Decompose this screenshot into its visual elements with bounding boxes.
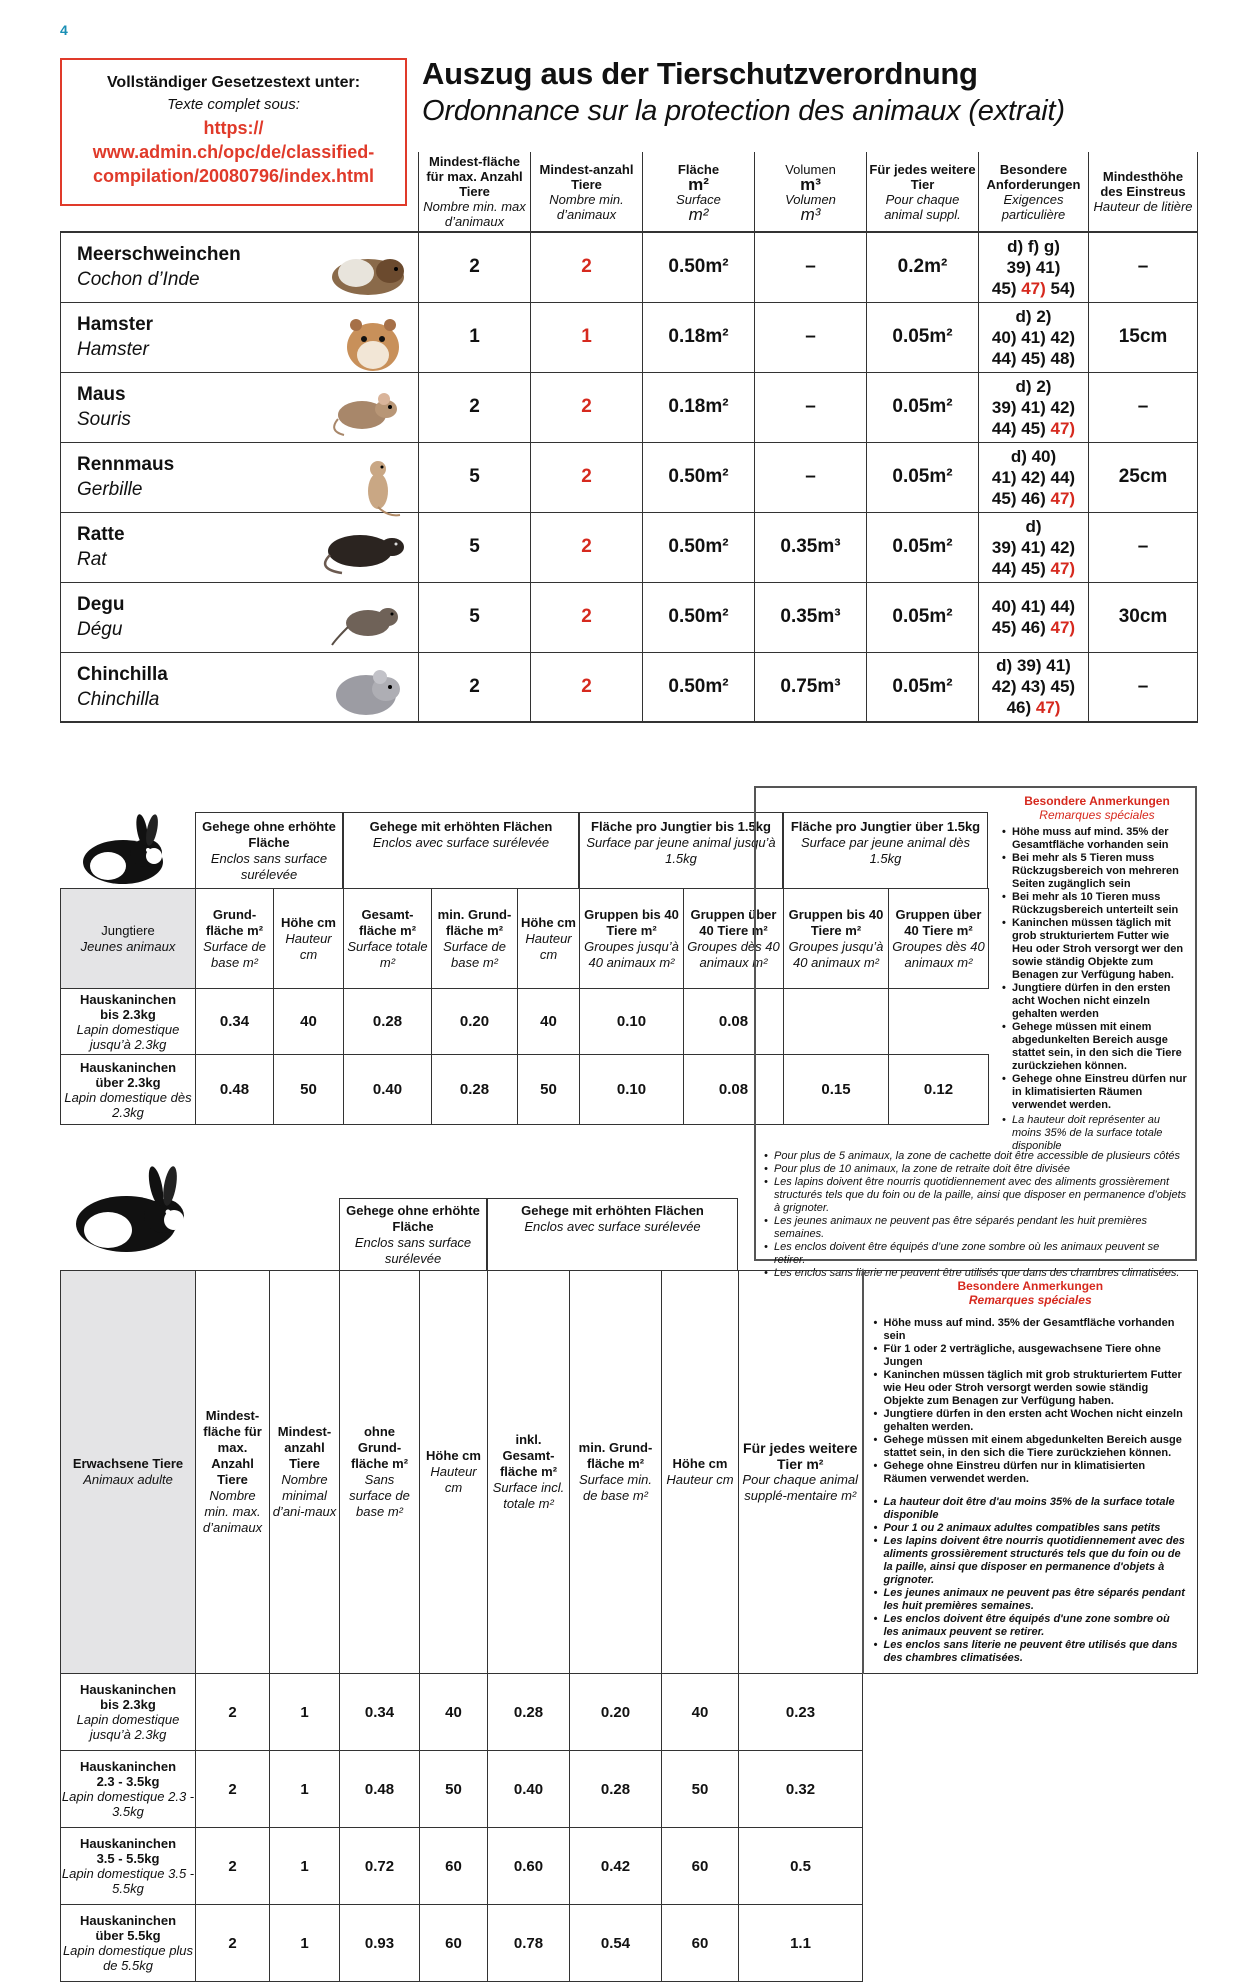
row-label: Hauskaninchen über 5.5kg Lapin domestique plus de 5.5kg xyxy=(61,1905,196,1982)
table-row xyxy=(61,302,1198,372)
col-volume: Volumen m³ Volumen m³ xyxy=(755,152,867,232)
young-corner: Jungtiere Jeunes animaux xyxy=(61,889,196,989)
value-cell: 50 xyxy=(518,1055,580,1125)
col-area: Fläche m² Surface m² xyxy=(643,152,755,232)
note-item: • Pour 1 ou 2 animaux adultes compatibles sans petits xyxy=(874,1522,1188,1535)
volume-cell: 0.35m³ xyxy=(755,512,867,582)
young-group-3: Fläche pro Jungtier bis 1.5kg Surface par jeune animal jusqu’à 1.5kg xyxy=(579,812,783,888)
value-cell: 60 xyxy=(662,1905,739,1982)
note-item: • Jungtiere dürfen in den ersten acht Wochen nicht einzeln gehalten werden. xyxy=(874,1408,1188,1434)
young-col-5: Höhe cm Hauteur cm xyxy=(518,889,580,989)
adult-col-4: Höhe cm Hauteur cm xyxy=(420,1271,488,1674)
volume-cell: 0.35m³ xyxy=(755,582,867,652)
small-animals-table xyxy=(60,152,1198,723)
col-special-req: Besondere Anforderungen Exigences particulière xyxy=(979,152,1089,232)
col-min-count: Mindest-anzahl Tiere Nombre min. d’animaux xyxy=(531,152,643,232)
value-cell: 60 xyxy=(662,1828,739,1905)
value-cell: 2 xyxy=(196,1674,270,1751)
special-req-cell: d) 39) 41) 42) 44) 45) 47) xyxy=(979,512,1089,582)
adult-rabbit-image xyxy=(66,1160,196,1260)
young-col-7: Gruppen über 40 Tiere m² Groupes dès 40 animaux m² xyxy=(684,889,784,989)
value-cell: 40 xyxy=(518,989,580,1055)
corner-blank xyxy=(61,152,419,232)
value-cell: 60 xyxy=(420,1905,488,1982)
table-row xyxy=(61,652,1198,722)
value-cell: 2 xyxy=(196,1905,270,1982)
law-url-line-3[interactable]: compilation/20080796/index.html xyxy=(92,166,375,186)
young-rabbit-image xyxy=(68,808,178,888)
extra-animal-cell: 0.2m² xyxy=(867,232,979,302)
volume-cell: – xyxy=(755,232,867,302)
page-title-fr: Ordonnance sur la protection des animaux (extrait) xyxy=(422,95,1065,127)
litter-height-cell: 15cm xyxy=(1089,302,1198,372)
value-cell: 0.20 xyxy=(432,989,518,1055)
young-notes-subtitle: Remarques spéciales xyxy=(1039,808,1155,822)
litter-height-cell: 30cm xyxy=(1089,582,1198,652)
value-cell: 0.40 xyxy=(344,1055,432,1125)
area-cell: 0.50m² xyxy=(643,232,755,302)
value-cell: 0.10 xyxy=(580,989,684,1055)
value-cell: 2 xyxy=(196,1828,270,1905)
value-cell: 0.72 xyxy=(340,1828,420,1905)
value-cell: 40 xyxy=(420,1674,488,1751)
value-cell: 50 xyxy=(420,1751,488,1828)
law-url-line-1[interactable]: https:// xyxy=(203,118,264,138)
max-count-cell: 5 xyxy=(419,442,531,512)
young-group-4: Fläche pro Jungtier über 1.5kg Surface par jeune animal dès 1.5kg xyxy=(783,812,988,888)
value-cell: 40 xyxy=(662,1674,739,1751)
young-notes-box xyxy=(754,786,1197,1279)
young-col-1: Grund-fläche m² Surface de base m² xyxy=(196,889,274,989)
value-cell: 0.28 xyxy=(432,1055,518,1125)
page-title-de: Auszug aus der Tierschutzverordnung xyxy=(422,56,978,91)
max-count-cell: 5 xyxy=(419,512,531,582)
volume-cell: – xyxy=(755,442,867,512)
volume-cell: 0.75m³ xyxy=(755,652,867,722)
adult-col-2: Mindest-anzahl Tiere Nombre minimal d’ani-maux xyxy=(270,1271,340,1674)
note-item: • Les lapins doivent être nourris quotidiennement avec des aliments grossièrement structurés tels que du foin ou de la paille, ainsi que disposer en permanence d'objets à grignoter. xyxy=(874,1535,1188,1587)
value-cell: 0.48 xyxy=(340,1751,420,1828)
young-col-9: Gruppen über 40 Tiere m² Groupes dès 40 animaux m² xyxy=(889,889,989,989)
adult-group-2: Gehege mit erhöhten Flächen Enclos avec surface surélevée xyxy=(487,1198,738,1270)
special-req-cell: d) 2) 40) 41) 42) 44) 45) 48) xyxy=(979,302,1089,372)
note-item: • Jungtiere dürfen in den ersten acht Wochen nicht einzeln gehalten werden xyxy=(1002,982,1192,1021)
note-item: • Les jeunes animaux ne peuvent pas être séparés pendant les huit premières semaines. xyxy=(874,1587,1188,1613)
area-cell: 0.50m² xyxy=(643,512,755,582)
max-count-cell: 1 xyxy=(419,302,531,372)
value-cell: 0.54 xyxy=(570,1905,662,1982)
table-row xyxy=(61,1674,1198,1751)
row-label: Hauskaninchen 3.5 - 5.5kg Lapin domestique 3.5 - 5.5kg xyxy=(61,1828,196,1905)
min-count-cell: 2 xyxy=(531,372,643,442)
note-item: • Kaninchen müssen täglich mit grob strukturiertem Futter wie Heu oder Stroh versorgt wer den sowie ständig Objekte zum Benagen zur Verfügung haben. xyxy=(1002,917,1192,982)
volume-cell: – xyxy=(755,302,867,372)
adult-col-3: ohne Grund-fläche m² Sans surface de base m² xyxy=(340,1271,420,1674)
value-cell: 1 xyxy=(270,1751,340,1828)
value-cell: 0.40 xyxy=(488,1751,570,1828)
row-label: Hauskaninchen 2.3 - 3.5kg Lapin domestique 2.3 - 3.5kg xyxy=(61,1751,196,1828)
table-row xyxy=(61,582,1198,652)
note-item: • Gehege müssen mit einem abgedunkelten Bereich ausge stattet sein, in den sich die Tiere zurückziehen können. xyxy=(874,1434,1188,1460)
max-count-cell: 2 xyxy=(419,232,531,302)
note-item: • Les enclos sans literie ne peuvent être utilisés que dans des chambres climatisées. xyxy=(874,1639,1188,1665)
note-item: • Höhe muss auf mind. 35% der Gesamtfläche vorhanden sein xyxy=(1002,826,1192,852)
value-cell: 0.78 xyxy=(488,1905,570,1982)
adult-col-8: Für jedes weitere Tier m² Pour chaque animal supplé-mentaire m² xyxy=(739,1271,863,1674)
min-count-cell: 2 xyxy=(531,582,643,652)
value-cell: 1.1 xyxy=(739,1905,863,1982)
volume-cell: – xyxy=(755,372,867,442)
table-row xyxy=(61,1828,1198,1905)
note-item: • Pour plus de 10 animaux, la zone de retraite doit être divisée xyxy=(764,1163,1189,1176)
note-item: • Bei mehr als 5 Tieren muss Rückzugsbereich von mehreren Seiten zugänglich sein xyxy=(1002,852,1192,891)
value-cell: 1 xyxy=(270,1674,340,1751)
note-item: • Für 1 oder 2 verträgliche, ausgewachsene Tiere ohne Jungen xyxy=(874,1343,1188,1369)
min-count-cell: 2 xyxy=(531,652,643,722)
special-req-cell: 40) 41) 44) 45) 46) 47) xyxy=(979,582,1089,652)
adult-rabbits-table xyxy=(60,1270,1198,1982)
note-item: • Höhe muss auf mind. 35% der Gesamtfläche vorhanden sein xyxy=(874,1317,1188,1343)
value-cell: 0.48 xyxy=(196,1055,274,1125)
adult-group-1: Gehege ohne erhöhte Fläche Enclos sans surface surélevée xyxy=(339,1198,487,1270)
adult-notes-title: Besondere Anmerkungen xyxy=(957,1279,1104,1293)
animal-name-cell: Hamster Hamster xyxy=(61,302,419,372)
animal-name-cell: Chinchilla Chinchilla xyxy=(61,652,419,722)
extra-animal-cell: 0.05m² xyxy=(867,652,979,722)
min-count-cell: 2 xyxy=(531,232,643,302)
table-row xyxy=(61,442,1198,512)
young-col-8: Gruppen bis 40 Tiere m² Groupes jusqu’à 40 animaux m² xyxy=(784,889,889,989)
special-req-cell: d) 39) 41) 42) 43) 45) 46) 47) xyxy=(979,652,1089,722)
min-count-cell: 2 xyxy=(531,442,643,512)
litter-height-cell: – xyxy=(1089,512,1198,582)
degu-icon xyxy=(328,595,408,656)
max-count-cell: 5 xyxy=(419,582,531,652)
page-number: 4 xyxy=(60,22,68,38)
value-cell: 0.5 xyxy=(739,1828,863,1905)
adult-col-6: min. Grund-fläche m² Surface min. de base m² xyxy=(570,1271,662,1674)
value-cell: 60 xyxy=(420,1828,488,1905)
litter-height-cell: 25cm xyxy=(1089,442,1198,512)
note-item: • Gehege ohne Einstreu dürfen nur in klimatisierten Räumen verwendet werden. xyxy=(874,1460,1188,1486)
col-litter-height: Mindesthöhe des Einstreus Hauteur de litière xyxy=(1089,152,1198,232)
extra-animal-cell: 0.05m² xyxy=(867,582,979,652)
adult-col-1: Mindest-fläche für max. Anzahl Tiere Nombre min. max. d’animaux xyxy=(196,1271,270,1674)
note-item: • Bei mehr als 10 Tieren muss Rückzugsbereich unterteilt sein xyxy=(1002,891,1192,917)
adult-notes-subtitle: Remarques spéciales xyxy=(968,1293,1092,1307)
min-count-cell: 2 xyxy=(531,512,643,582)
animal-name-cell: Meerschweinchen Cochon d’Inde xyxy=(61,232,419,302)
note-item: • Gehege ohne Einstreu dürfen nur in klimatisierten Räumen verwendet werden. xyxy=(1002,1073,1192,1112)
note-item: • Gehege müssen mit einem abgedunkelten Bereich ausge stattet sein, in den sich die Tiere zurückziehen können. xyxy=(1002,1021,1192,1073)
litter-height-cell: – xyxy=(1089,372,1198,442)
table-row xyxy=(61,372,1198,442)
value-cell: 0.08 xyxy=(684,989,784,1055)
law-url-line-2[interactable]: www.admin.ch/opc/de/classified- xyxy=(92,142,375,162)
value-cell: 0.28 xyxy=(570,1751,662,1828)
note-item: • Les enclos doivent être équipés d'une zone sombre où les animaux peuvent se retirer. xyxy=(874,1613,1188,1639)
adult-col-7: Höhe cm Hauteur cm xyxy=(662,1271,739,1674)
chinchilla-icon xyxy=(328,665,408,728)
value-cell: 0.34 xyxy=(196,989,274,1055)
litter-height-cell: – xyxy=(1089,652,1198,722)
mouse-icon xyxy=(328,385,408,446)
value-cell: 0.15 xyxy=(784,1055,889,1125)
young-note-fr-first: • La hauteur doit représenter au moins 35% de la surface totale disponible xyxy=(1002,1114,1192,1153)
special-req-cell: d) f) g) 39) 41) 45) 47) 54) xyxy=(979,232,1089,302)
note-item: • Les lapins doivent être nourris quotidiennement avec des aliments grossièrement structurés tels que du foin ou de la paille, ainsi que disposer en permanence d’objets à grignoter. xyxy=(764,1176,1189,1215)
max-count-cell: 2 xyxy=(419,652,531,722)
value-cell: 0.28 xyxy=(344,989,432,1055)
note-item: • La hauteur doit être d'au moins 35% de la surface totale disponible xyxy=(874,1496,1188,1522)
extra-animal-cell: 0.05m² xyxy=(867,302,979,372)
table-row xyxy=(61,512,1198,582)
row-label: Hauskaninchen bis 2.3kg Lapin domestique jusqu’à 2.3kg xyxy=(61,989,196,1055)
value-cell: 1 xyxy=(270,1828,340,1905)
value-cell: 0.20 xyxy=(570,1674,662,1751)
value-cell: 0.34 xyxy=(340,1674,420,1751)
young-col-4: min. Grund-fläche m² Surface de base m² xyxy=(432,889,518,989)
table-row xyxy=(61,1751,1198,1828)
value-cell: 0.08 xyxy=(684,1055,784,1125)
adult-notes-box xyxy=(863,1271,1198,1674)
note-item: • Les enclos sans literie ne peuvent être utilisés que dans des chambres climatisées. xyxy=(764,1267,1189,1280)
young-col-2: Höhe cm Hauteur cm xyxy=(274,889,344,989)
table-row xyxy=(61,1905,1198,1982)
note-item: • Kaninchen müssen täglich mit grob strukturiertem Futter wie Heu oder Stroh versorgt werden sowie ständig Objekte zum Benagen zur Verfügung haben. xyxy=(874,1369,1188,1408)
area-cell: 0.50m² xyxy=(643,582,755,652)
value-cell: 1 xyxy=(270,1905,340,1982)
value-cell: 0.12 xyxy=(889,1055,989,1125)
law-label-de: Vollständiger Gesetzestext unter: xyxy=(106,74,361,91)
row-label: Hauskaninchen bis 2.3kg Lapin domestique jusqu’à 2.3kg xyxy=(61,1674,196,1751)
special-req-cell: d) 40) 41) 42) 44) 45) 46) 47) xyxy=(979,442,1089,512)
litter-height-cell: – xyxy=(1089,232,1198,302)
guinea-pig-icon xyxy=(328,245,408,306)
animal-name-cell: Ratte Rat xyxy=(61,512,419,582)
adult-corner: Erwachsene Tiere Animaux adulte xyxy=(61,1271,196,1674)
note-item: • Les jeunes animaux ne peuvent pas être séparés pendant les huit premières semaines. xyxy=(764,1215,1189,1241)
max-count-cell: 2 xyxy=(419,372,531,442)
animal-name-cell: Maus Souris xyxy=(61,372,419,442)
young-group-2: Gehege mit erhöhten Flächen Enclos avec surface surélevée xyxy=(343,812,579,888)
row-label: Hauskaninchen über 2.3kg Lapin domestique dès 2.3kg xyxy=(61,1055,196,1125)
law-label-fr: Texte complet sous: xyxy=(167,96,300,113)
value-cell: 0.10 xyxy=(580,1055,684,1125)
value-cell: 0.23 xyxy=(739,1674,863,1751)
value-cell: 50 xyxy=(274,1055,344,1125)
extra-animal-cell: 0.05m² xyxy=(867,512,979,582)
col-extra-animal: Für jedes weitere Tier Pour chaque animal suppl. xyxy=(867,152,979,232)
area-cell: 0.50m² xyxy=(643,652,755,722)
young-group-1: Gehege ohne erhöhte Fläche Enclos sans surface surélevée xyxy=(195,812,343,888)
table-row xyxy=(61,232,1198,302)
special-req-cell: d) 2) 39) 41) 42) 44) 45) 47) xyxy=(979,372,1089,442)
young-col-6: Gruppen bis 40 Tiere m² Groupes jusqu’à 40 animaux m² xyxy=(580,889,684,989)
rat-icon xyxy=(312,525,408,586)
young-notes-title: Besondere Anmerkungen xyxy=(1024,794,1170,808)
young-col-3: Gesamt-fläche m² Surface totale m² xyxy=(344,889,432,989)
animal-name-cell: Rennmaus Gerbille xyxy=(61,442,419,512)
value-cell: 0.93 xyxy=(340,1905,420,1982)
value-cell: 0.42 xyxy=(570,1828,662,1905)
min-count-cell: 1 xyxy=(531,302,643,372)
extra-animal-cell: 0.05m² xyxy=(867,372,979,442)
value-cell: 0.32 xyxy=(739,1751,863,1828)
note-item: • Pour plus de 5 animaux, la zone de cachette doit être accessible de plusieurs côtés xyxy=(764,1150,1189,1163)
value-cell: 0.60 xyxy=(488,1828,570,1905)
area-cell: 0.50m² xyxy=(643,442,755,512)
col-max-area: Mindest-fläche für max. Anzahl Tiere Nombre min. max d’animaux xyxy=(419,152,531,232)
animal-name-cell: Degu Dégu xyxy=(61,582,419,652)
value-cell: 50 xyxy=(662,1751,739,1828)
value-cell: 0.28 xyxy=(488,1674,570,1751)
area-cell: 0.18m² xyxy=(643,372,755,442)
value-cell: 40 xyxy=(274,989,344,1055)
area-cell: 0.18m² xyxy=(643,302,755,372)
note-item: • Les enclos doivent être équipés d’une zone sombre où les animaux peuvent se retirer. xyxy=(764,1241,1189,1267)
value-cell: 2 xyxy=(196,1751,270,1828)
extra-animal-cell: 0.05m² xyxy=(867,442,979,512)
adult-col-5: inkl. Gesamt-fläche m² Surface incl. totale m² xyxy=(488,1271,570,1674)
